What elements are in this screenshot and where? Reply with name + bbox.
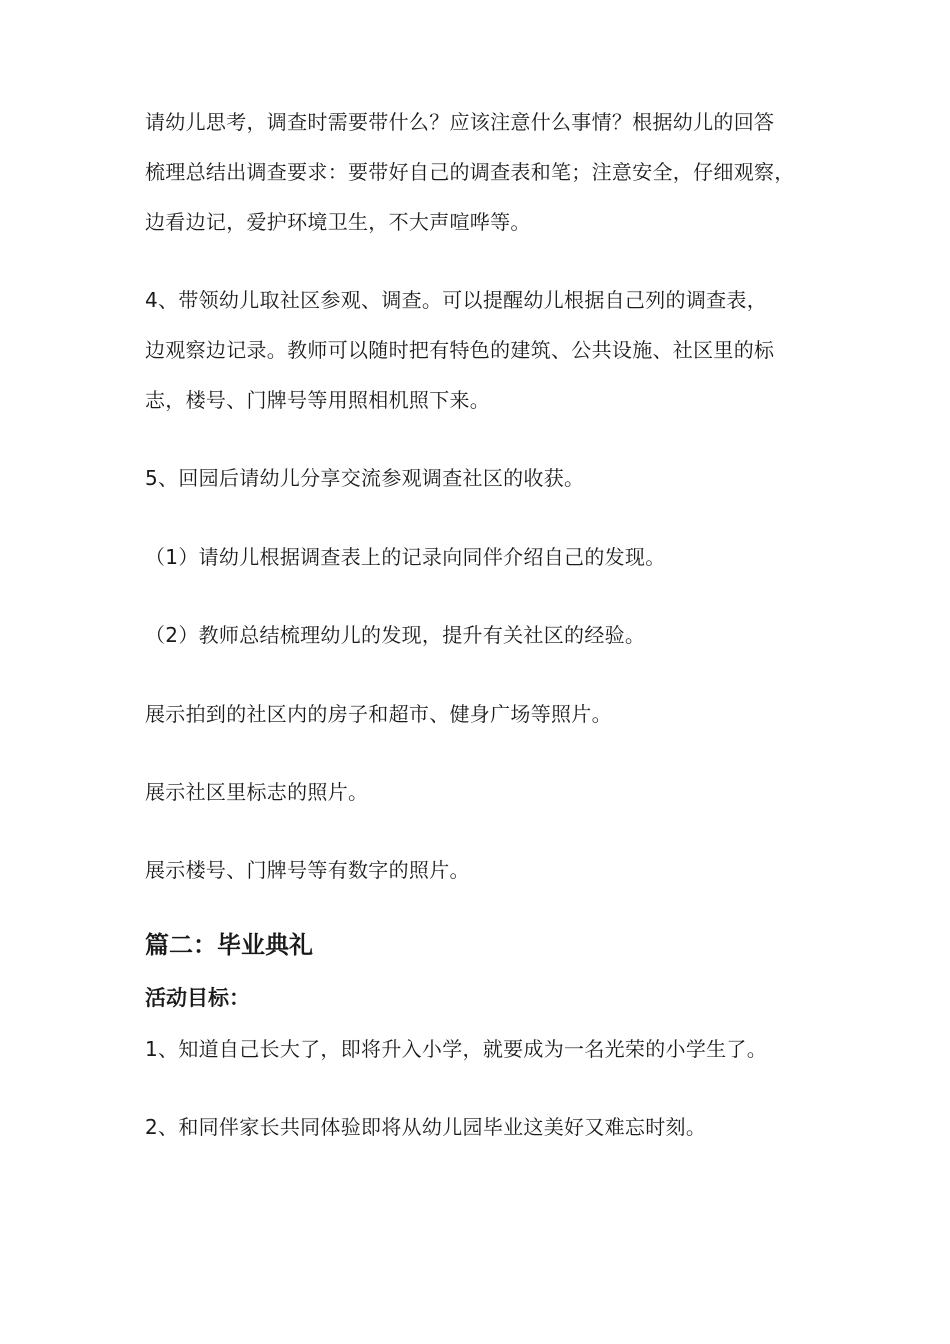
show-item-2: 展示社区里标志的照片。 [145, 780, 369, 804]
step4-line1: 4、带领幼儿取社区参观、调查。可以提醒幼儿根据自己列的调查表， [145, 288, 768, 312]
goal-item-2: 2、和同伴家长共同体验即将从幼儿园毕业这美好又难忘时刻。 [145, 1115, 707, 1139]
goal-item-1: 1、知道自己长大了，即将升入小学，就要成为一名光荣的小学生了。 [145, 1037, 768, 1061]
section-title: 篇二：毕业典礼 [145, 931, 313, 959]
step4-line2: 边观察边记录。教师可以随时把有特色的建筑、公共设施、社区里的标 [145, 338, 775, 362]
paragraph1-line1: 请幼儿思考，调查时需要带什么？应该注意什么事情？根据幼儿的回答 [145, 110, 775, 134]
step4-line3: 志，楼号、门牌号等用照相机照下来。 [145, 388, 491, 412]
step5-text: 5、回园后请幼儿分享交流参观调查社区的收获。 [145, 466, 585, 490]
show-item-1: 展示拍到的社区内的房子和超市、健身广场等照片。 [145, 702, 612, 726]
show-item-3: 展示楼号、门牌号等有数字的照片。 [145, 858, 470, 882]
paragraph1-line2: 梳理总结出调查要求：要带好自己的调查表和笔；注意安全，仔细观察， [145, 160, 795, 184]
sub-item-2: （2）教师总结梳理幼儿的发现，提升有关社区的经验。 [145, 623, 646, 647]
goals-title: 活动目标： [145, 986, 250, 1010]
paragraph1-line3: 边看边记，爱护环境卫生，不大声喧哗等。 [145, 210, 531, 234]
sub-item-1: （1）请幼儿根据调查表上的记录向同伴介绍自己的发现。 [145, 545, 666, 569]
